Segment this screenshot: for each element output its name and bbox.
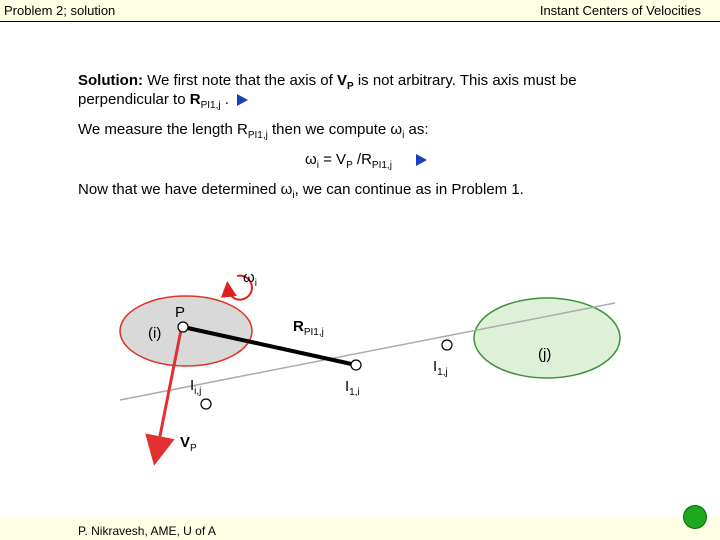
footer-bar bbox=[0, 518, 720, 540]
slide-title-right: Instant Centers of Velocities bbox=[539, 3, 701, 18]
point-iij-marker bbox=[201, 399, 211, 409]
body-i-label: (i) bbox=[148, 325, 162, 342]
solution-line-1: Solution: We first note that the axis of $V_P$ is not arbitrary. This axis must be bbox=[78, 72, 577, 92]
point-i1i-marker bbox=[351, 360, 361, 370]
omega-label: $\omega_i$ bbox=[243, 269, 257, 289]
slide-title-left: Problem 2; solution bbox=[4, 3, 116, 18]
vp-symbol: $V_P$ bbox=[336, 72, 354, 92]
point-p-marker bbox=[178, 322, 188, 332]
body-j-label: (j) bbox=[538, 346, 552, 363]
i1i-label: $I_{1,i}$ bbox=[345, 378, 360, 398]
r-symbol: R bbox=[189, 91, 201, 108]
point-p-label: P bbox=[175, 304, 186, 321]
equation-omega: $\omega_i = V_P$ $/R_{PI1,j}$ bbox=[305, 150, 427, 175]
iij-label: $I_{i,j}$ bbox=[190, 377, 202, 397]
solution-line-3: We measure the length $R_{PI1,j}$ then we compute $\omega_i$ as: bbox=[78, 121, 429, 141]
next-slide-button[interactable] bbox=[683, 505, 707, 529]
point-i1j-marker bbox=[442, 340, 452, 350]
solution-label: Solution: bbox=[78, 72, 143, 89]
author-credit: P. Nikravesh, AME, U of A bbox=[78, 524, 216, 538]
vp-label: $V_P$ bbox=[180, 434, 197, 454]
solution-line-2: perpendicular to $R_{PI1,j}$ . bbox=[78, 90, 248, 115]
i1j-label: $I_{1,j}$ bbox=[433, 358, 448, 378]
body-j-ellipse bbox=[474, 298, 620, 378]
solution-line-4: Now that we have determined $\omega_i$, we can continue as in Problem 1. bbox=[78, 181, 524, 201]
r-vector-label: $R_{PI1,j}$ bbox=[293, 318, 324, 338]
